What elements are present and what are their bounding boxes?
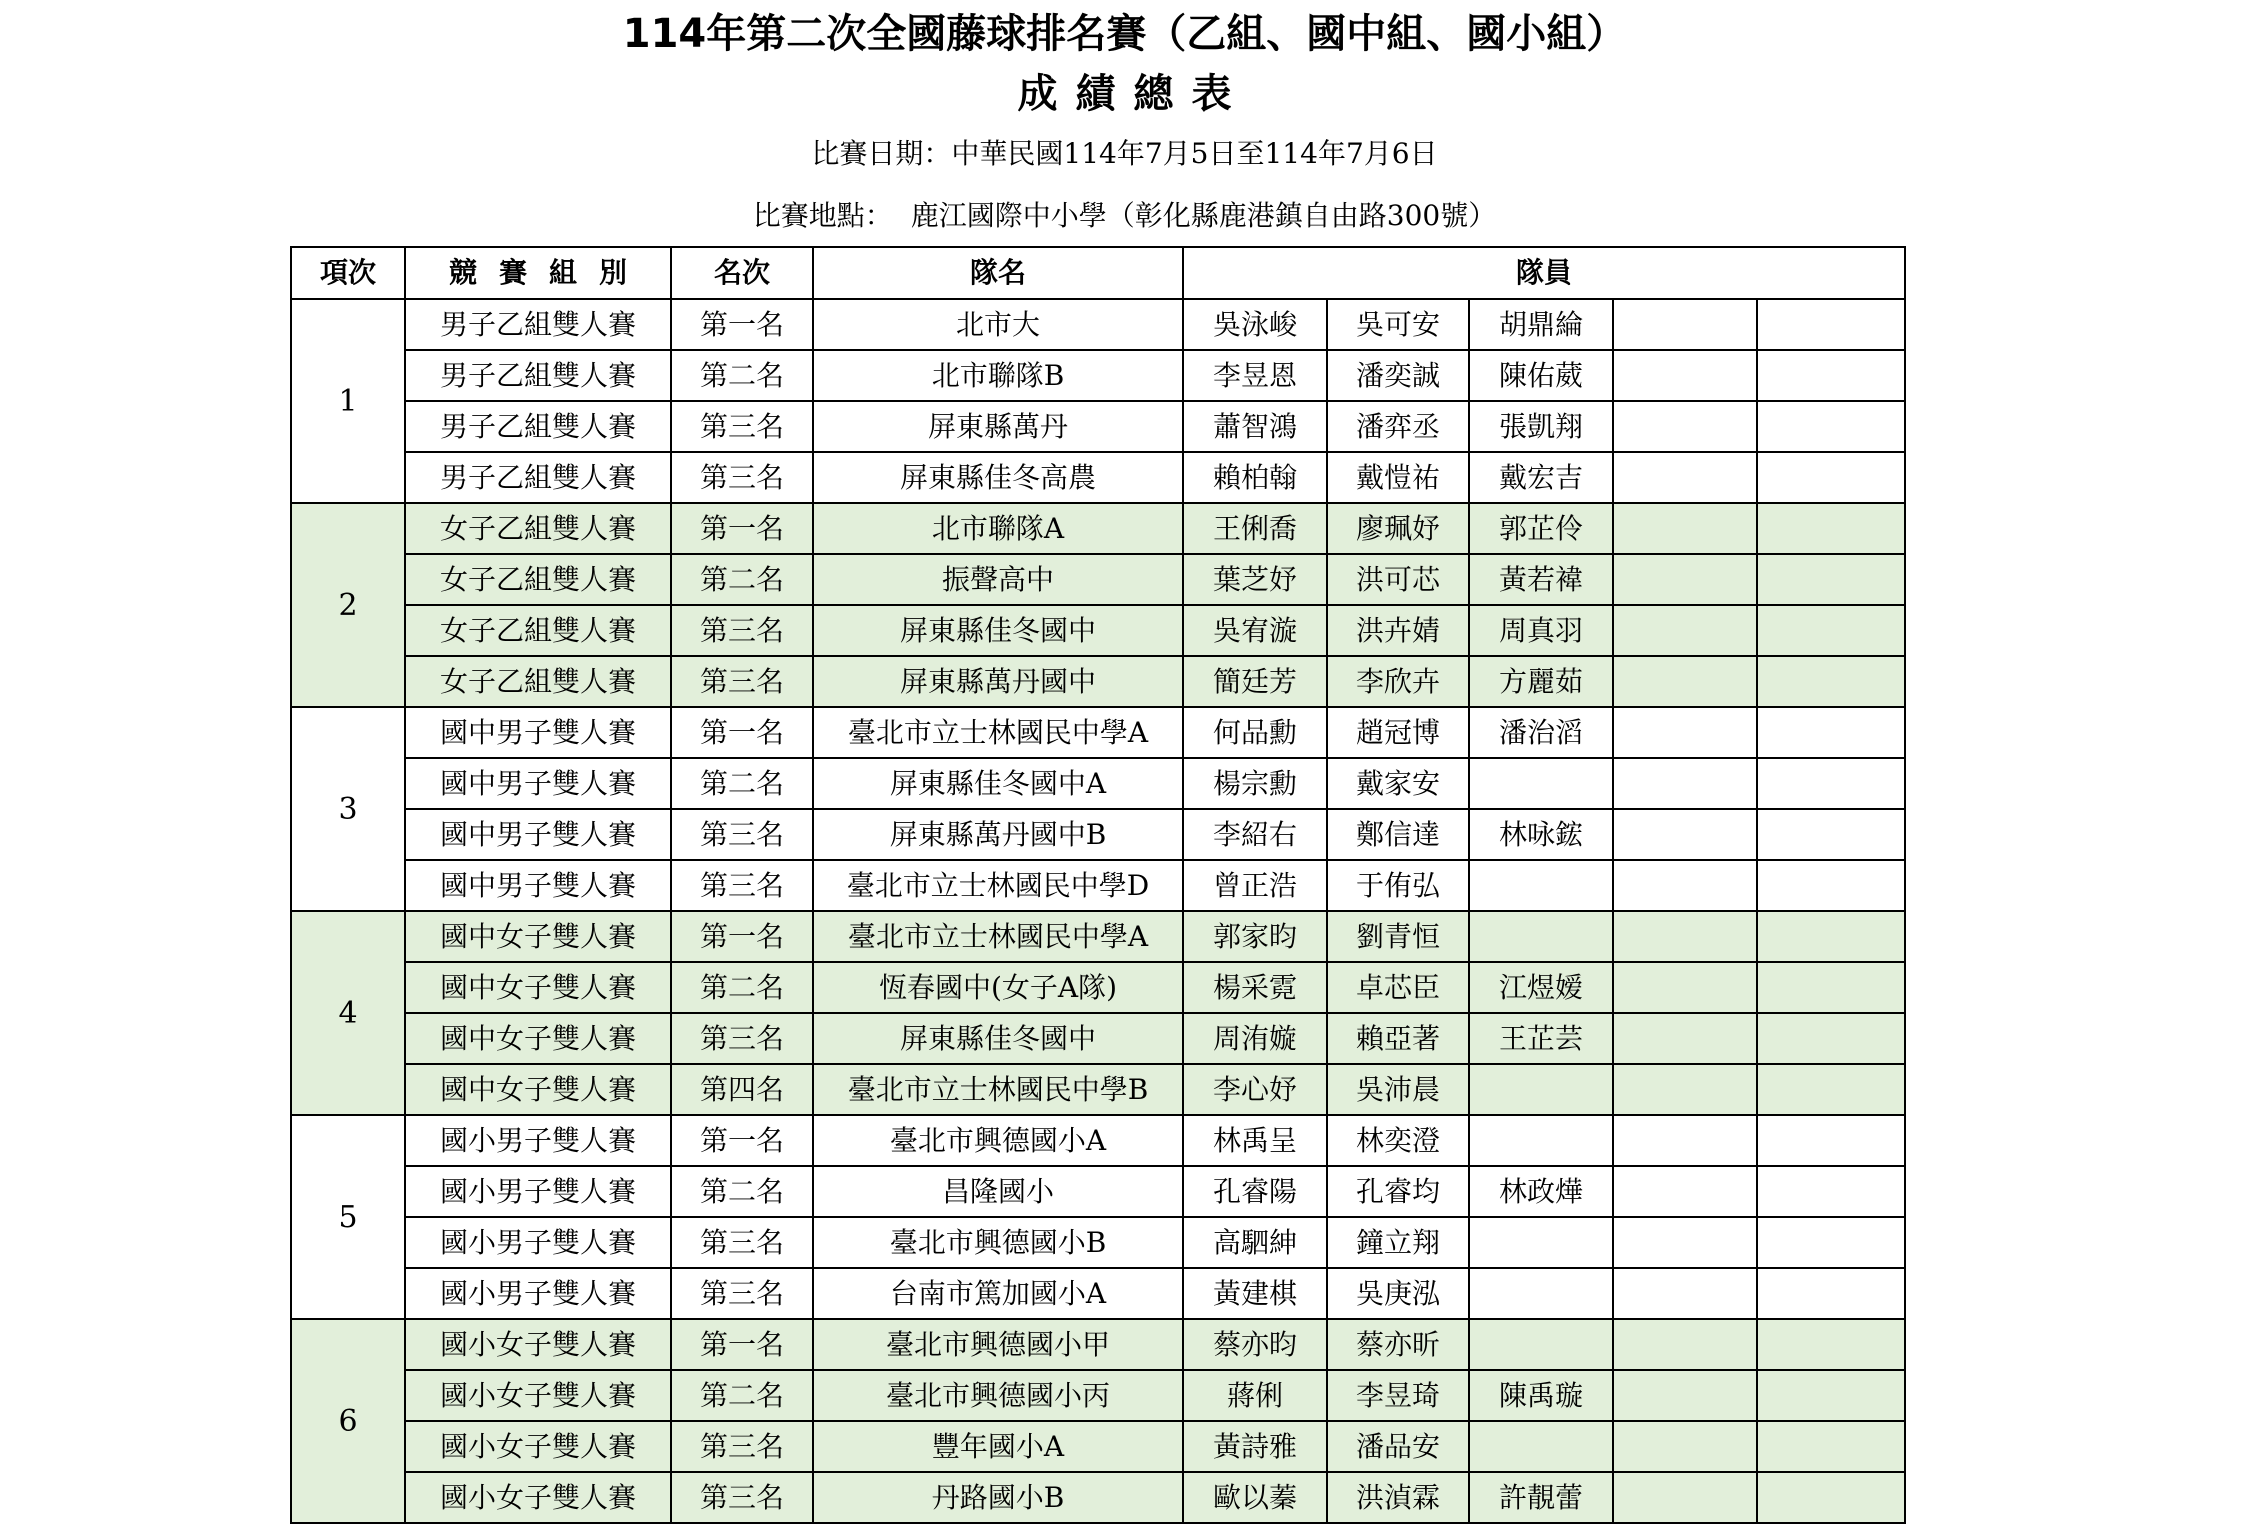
member-cell <box>1757 860 1905 911</box>
rank-cell: 第三名 <box>671 656 813 707</box>
group-cell: 女子乙組雙人賽 <box>405 503 671 554</box>
table-row <box>291 1370 1905 1421</box>
team-cell: 昌隆國小 <box>813 1166 1183 1217</box>
rank-cell: 第三名 <box>671 1421 813 1472</box>
member-cell <box>1757 299 1905 350</box>
rank-cell: 第三名 <box>671 1268 813 1319</box>
member-cell <box>1613 809 1757 860</box>
member-cell <box>1613 911 1757 962</box>
member-cell: 孔睿均 <box>1327 1166 1469 1217</box>
member-cell: 周真羽 <box>1469 605 1613 656</box>
member-cell: 陳佑葳 <box>1469 350 1613 401</box>
team-cell: 振聲高中 <box>813 554 1183 605</box>
group-cell: 國小女子雙人賽 <box>405 1319 671 1370</box>
item-number-cell: 2 <box>291 503 405 707</box>
group-cell: 男子乙組雙人賽 <box>405 299 671 350</box>
member-cell: 曾正浩 <box>1183 860 1327 911</box>
table-row <box>291 401 1905 452</box>
member-cell: 黃建棋 <box>1183 1268 1327 1319</box>
group-cell: 男子乙組雙人賽 <box>405 452 671 503</box>
member-cell <box>1757 605 1905 656</box>
rank-cell: 第二名 <box>671 962 813 1013</box>
table-row <box>291 962 1905 1013</box>
member-cell <box>1757 1319 1905 1370</box>
member-cell: 洪湞霖 <box>1327 1472 1469 1523</box>
rank-cell: 第二名 <box>671 1370 813 1421</box>
rank-cell: 第一名 <box>671 707 813 758</box>
group-cell: 國小女子雙人賽 <box>405 1472 671 1523</box>
table-row <box>291 1064 1905 1115</box>
result-section <box>291 911 1905 1115</box>
member-cell <box>1613 758 1757 809</box>
group-cell: 國中男子雙人賽 <box>405 707 671 758</box>
column-header-group: 競賽組別 <box>405 247 671 299</box>
rank-cell: 第二名 <box>671 1166 813 1217</box>
member-cell: 黃若褘 <box>1469 554 1613 605</box>
member-cell <box>1757 809 1905 860</box>
member-cell: 洪卉婧 <box>1327 605 1469 656</box>
member-cell <box>1757 401 1905 452</box>
member-cell <box>1613 1166 1757 1217</box>
member-cell <box>1613 554 1757 605</box>
member-cell <box>1613 605 1757 656</box>
match-venue-line <box>0 196 2249 236</box>
member-cell <box>1469 911 1613 962</box>
team-cell: 丹路國小B <box>813 1472 1183 1523</box>
table-row <box>291 1421 1905 1472</box>
item-number-cell: 4 <box>291 911 405 1115</box>
group-cell: 國中男子雙人賽 <box>405 758 671 809</box>
member-cell <box>1757 962 1905 1013</box>
group-cell: 國小男子雙人賽 <box>405 1166 671 1217</box>
group-cell: 國中女子雙人賽 <box>405 1013 671 1064</box>
rank-cell: 第一名 <box>671 1115 813 1166</box>
member-cell <box>1613 1421 1757 1472</box>
member-cell: 蕭智鴻 <box>1183 401 1327 452</box>
member-cell: 楊宗勳 <box>1183 758 1327 809</box>
table-row <box>291 758 1905 809</box>
member-cell: 張凱翔 <box>1469 401 1613 452</box>
rank-cell: 第二名 <box>671 554 813 605</box>
member-cell <box>1757 350 1905 401</box>
group-cell: 男子乙組雙人賽 <box>405 401 671 452</box>
member-cell: 潘品安 <box>1327 1421 1469 1472</box>
result-section <box>291 503 1905 707</box>
member-cell <box>1613 452 1757 503</box>
member-cell <box>1757 554 1905 605</box>
item-number-cell: 3 <box>291 707 405 911</box>
group-cell: 國中男子雙人賽 <box>405 860 671 911</box>
member-cell <box>1613 1115 1757 1166</box>
team-cell: 臺北市興德國小A <box>813 1115 1183 1166</box>
member-cell: 賴柏翰 <box>1183 452 1327 503</box>
member-cell: 李紹右 <box>1183 809 1327 860</box>
team-cell: 屏東縣萬丹 <box>813 401 1183 452</box>
member-cell <box>1757 1217 1905 1268</box>
group-cell: 國小男子雙人賽 <box>405 1268 671 1319</box>
member-cell: 李昱琦 <box>1327 1370 1469 1421</box>
member-cell: 鄭信達 <box>1327 809 1469 860</box>
member-cell: 戴宏吉 <box>1469 452 1613 503</box>
table-row <box>291 299 1905 350</box>
member-cell: 簡廷芳 <box>1183 656 1327 707</box>
item-number-cell: 6 <box>291 1319 405 1523</box>
table-row <box>291 1319 1905 1370</box>
team-cell: 屏東縣佳冬高農 <box>813 452 1183 503</box>
group-cell: 國小女子雙人賽 <box>405 1370 671 1421</box>
team-cell: 北市大 <box>813 299 1183 350</box>
member-cell: 周洧嫙 <box>1183 1013 1327 1064</box>
member-cell <box>1469 1217 1613 1268</box>
group-cell: 男子乙組雙人賽 <box>405 350 671 401</box>
table-row <box>291 452 1905 503</box>
member-cell: 洪可芯 <box>1327 554 1469 605</box>
team-cell: 臺北市興德國小丙 <box>813 1370 1183 1421</box>
team-cell: 屏東縣萬丹國中B <box>813 809 1183 860</box>
member-cell <box>1613 1319 1757 1370</box>
member-cell: 郭芷伶 <box>1469 503 1613 554</box>
rank-cell: 第三名 <box>671 1472 813 1523</box>
group-cell: 國小男子雙人賽 <box>405 1217 671 1268</box>
member-cell <box>1757 1064 1905 1115</box>
rank-cell: 第一名 <box>671 1319 813 1370</box>
member-cell: 戴愷祐 <box>1327 452 1469 503</box>
rank-cell: 第一名 <box>671 299 813 350</box>
group-cell: 國小男子雙人賽 <box>405 1115 671 1166</box>
member-cell <box>1469 1268 1613 1319</box>
member-cell <box>1757 1268 1905 1319</box>
member-cell <box>1613 1472 1757 1523</box>
rank-cell: 第一名 <box>671 911 813 962</box>
member-cell: 劉青恒 <box>1327 911 1469 962</box>
table-row <box>291 1268 1905 1319</box>
member-cell <box>1469 1115 1613 1166</box>
member-cell <box>1613 656 1757 707</box>
group-cell: 國中女子雙人賽 <box>405 962 671 1013</box>
rank-cell: 第三名 <box>671 452 813 503</box>
results-table <box>290 246 1906 1524</box>
table-row <box>291 860 1905 911</box>
member-cell: 王俐喬 <box>1183 503 1327 554</box>
table-row <box>291 605 1905 656</box>
table-row <box>291 656 1905 707</box>
team-cell: 臺北市立士林國民中學A <box>813 707 1183 758</box>
member-cell <box>1469 1421 1613 1472</box>
table-row <box>291 1115 1905 1166</box>
table-row <box>291 707 1905 758</box>
team-cell: 北市聯隊B <box>813 350 1183 401</box>
member-cell <box>1757 1166 1905 1217</box>
member-cell <box>1613 860 1757 911</box>
member-cell: 潘弈丞 <box>1327 401 1469 452</box>
member-cell <box>1757 707 1905 758</box>
member-cell: 吳宥漩 <box>1183 605 1327 656</box>
item-number-cell: 1 <box>291 299 405 503</box>
member-cell <box>1757 452 1905 503</box>
member-cell: 廖珮妤 <box>1327 503 1469 554</box>
member-cell: 高駟紳 <box>1183 1217 1327 1268</box>
member-cell <box>1757 1013 1905 1064</box>
member-cell <box>1613 1370 1757 1421</box>
table-row <box>291 503 1905 554</box>
member-cell: 陳禹璇 <box>1469 1370 1613 1421</box>
member-cell <box>1757 656 1905 707</box>
member-cell <box>1757 1370 1905 1421</box>
member-cell: 鐘立翔 <box>1327 1217 1469 1268</box>
member-cell: 何品勳 <box>1183 707 1327 758</box>
member-cell: 潘治滔 <box>1469 707 1613 758</box>
column-header-rank: 名次 <box>671 247 813 299</box>
table-row <box>291 1217 1905 1268</box>
table-header-row <box>291 247 1905 299</box>
rank-cell: 第三名 <box>671 401 813 452</box>
member-cell: 葉芝妤 <box>1183 554 1327 605</box>
member-cell: 林奕澄 <box>1327 1115 1469 1166</box>
member-cell: 林咏鋐 <box>1469 809 1613 860</box>
team-cell: 臺北市興德國小B <box>813 1217 1183 1268</box>
member-cell: 蔡亦昀 <box>1183 1319 1327 1370</box>
rank-cell: 第四名 <box>671 1064 813 1115</box>
member-cell <box>1757 503 1905 554</box>
table-row <box>291 911 1905 962</box>
match-venue-label: 比賽地點： <box>752 199 893 232</box>
table-row <box>291 554 1905 605</box>
result-section <box>291 1319 1905 1523</box>
member-cell <box>1757 911 1905 962</box>
member-cell <box>1469 1319 1613 1370</box>
table-row <box>291 809 1905 860</box>
team-cell: 臺北市興德國小甲 <box>813 1319 1183 1370</box>
group-cell: 國中男子雙人賽 <box>405 809 671 860</box>
result-section <box>291 1115 1905 1319</box>
group-cell: 女子乙組雙人賽 <box>405 554 671 605</box>
member-cell: 賴亞著 <box>1327 1013 1469 1064</box>
member-cell: 李欣卉 <box>1327 656 1469 707</box>
group-cell: 女子乙組雙人賽 <box>405 605 671 656</box>
group-cell: 國中女子雙人賽 <box>405 911 671 962</box>
team-cell: 台南市篤加國小A <box>813 1268 1183 1319</box>
member-cell <box>1613 299 1757 350</box>
group-cell: 女子乙組雙人賽 <box>405 656 671 707</box>
document-title: 114年第二次全國藤球排名賽（乙組、國中組、國小組） <box>622 11 1627 57</box>
match-date-line <box>0 134 2249 174</box>
rank-cell: 第二名 <box>671 350 813 401</box>
team-cell: 屏東縣佳冬國中 <box>813 605 1183 656</box>
rank-cell: 第三名 <box>671 1013 813 1064</box>
member-cell <box>1613 1064 1757 1115</box>
rank-cell: 第三名 <box>671 1217 813 1268</box>
member-cell: 趙冠博 <box>1327 707 1469 758</box>
member-cell: 江煜嫒 <box>1469 962 1613 1013</box>
member-cell: 蔣俐 <box>1183 1370 1327 1421</box>
rank-cell: 第三名 <box>671 809 813 860</box>
member-cell: 林禹呈 <box>1183 1115 1327 1166</box>
member-cell: 林政燁 <box>1469 1166 1613 1217</box>
table-row <box>291 1013 1905 1064</box>
member-cell <box>1613 1217 1757 1268</box>
member-cell <box>1613 350 1757 401</box>
member-cell <box>1469 758 1613 809</box>
member-cell <box>1613 401 1757 452</box>
member-cell <box>1613 962 1757 1013</box>
member-cell: 孔睿陽 <box>1183 1166 1327 1217</box>
member-cell <box>1757 1115 1905 1166</box>
rank-cell: 第二名 <box>671 758 813 809</box>
member-cell <box>1757 1421 1905 1472</box>
column-header-item: 項次 <box>291 247 405 299</box>
team-cell: 臺北市立士林國民中學D <box>813 860 1183 911</box>
team-cell: 豐年國小A <box>813 1421 1183 1472</box>
result-section <box>291 299 1905 503</box>
member-cell <box>1469 860 1613 911</box>
member-cell: 吳庚泓 <box>1327 1268 1469 1319</box>
group-cell: 國小女子雙人賽 <box>405 1421 671 1472</box>
member-cell: 方麗茹 <box>1469 656 1613 707</box>
member-cell: 郭家昀 <box>1183 911 1327 962</box>
member-cell: 潘奕誠 <box>1327 350 1469 401</box>
member-cell: 李心妤 <box>1183 1064 1327 1115</box>
member-cell <box>1613 1268 1757 1319</box>
group-cell: 國中女子雙人賽 <box>405 1064 671 1115</box>
table-row <box>291 350 1905 401</box>
document-subtitle: 成績總表 <box>1017 71 1250 117</box>
member-cell <box>1757 758 1905 809</box>
member-cell: 李昱恩 <box>1183 350 1327 401</box>
member-cell <box>1469 1064 1613 1115</box>
rank-cell: 第三名 <box>671 605 813 656</box>
member-cell: 卓芯臣 <box>1327 962 1469 1013</box>
table-row <box>291 1472 1905 1523</box>
member-cell <box>1613 503 1757 554</box>
member-cell: 吳泳峻 <box>1183 299 1327 350</box>
member-cell <box>1613 707 1757 758</box>
team-cell: 北市聯隊A <box>813 503 1183 554</box>
column-header-members: 隊員 <box>1183 247 1905 299</box>
match-date-value: 中華民國114年7月5日至114年7月6日 <box>951 137 1438 170</box>
member-cell <box>1757 1472 1905 1523</box>
match-date-label: 比賽日期： <box>811 137 952 170</box>
member-cell: 黃詩雅 <box>1183 1421 1327 1472</box>
member-cell: 吳可安 <box>1327 299 1469 350</box>
team-cell: 屏東縣佳冬國中 <box>813 1013 1183 1064</box>
result-section <box>291 707 1905 911</box>
member-cell: 于侑弘 <box>1327 860 1469 911</box>
item-number-cell: 5 <box>291 1115 405 1319</box>
match-venue-value: 鹿江國際中小學（彰化縣鹿港鎮自由路300號） <box>910 199 1497 232</box>
member-cell: 楊采霓 <box>1183 962 1327 1013</box>
team-cell: 恆春國中(女子A隊) <box>813 962 1183 1013</box>
member-cell: 戴家安 <box>1327 758 1469 809</box>
member-cell: 歐以蓁 <box>1183 1472 1327 1523</box>
table-row <box>291 1166 1905 1217</box>
member-cell <box>1613 1013 1757 1064</box>
team-cell: 屏東縣佳冬國中A <box>813 758 1183 809</box>
member-cell: 蔡亦昕 <box>1327 1319 1469 1370</box>
member-cell: 胡鼎綸 <box>1469 299 1613 350</box>
column-header-team: 隊名 <box>813 247 1183 299</box>
member-cell: 吳沛晨 <box>1327 1064 1469 1115</box>
team-cell: 臺北市立士林國民中學A <box>813 911 1183 962</box>
team-cell: 臺北市立士林國民中學B <box>813 1064 1183 1115</box>
team-cell: 屏東縣萬丹國中 <box>813 656 1183 707</box>
rank-cell: 第一名 <box>671 503 813 554</box>
rank-cell: 第三名 <box>671 860 813 911</box>
member-cell: 許靚蕾 <box>1469 1472 1613 1523</box>
member-cell: 王芷芸 <box>1469 1013 1613 1064</box>
